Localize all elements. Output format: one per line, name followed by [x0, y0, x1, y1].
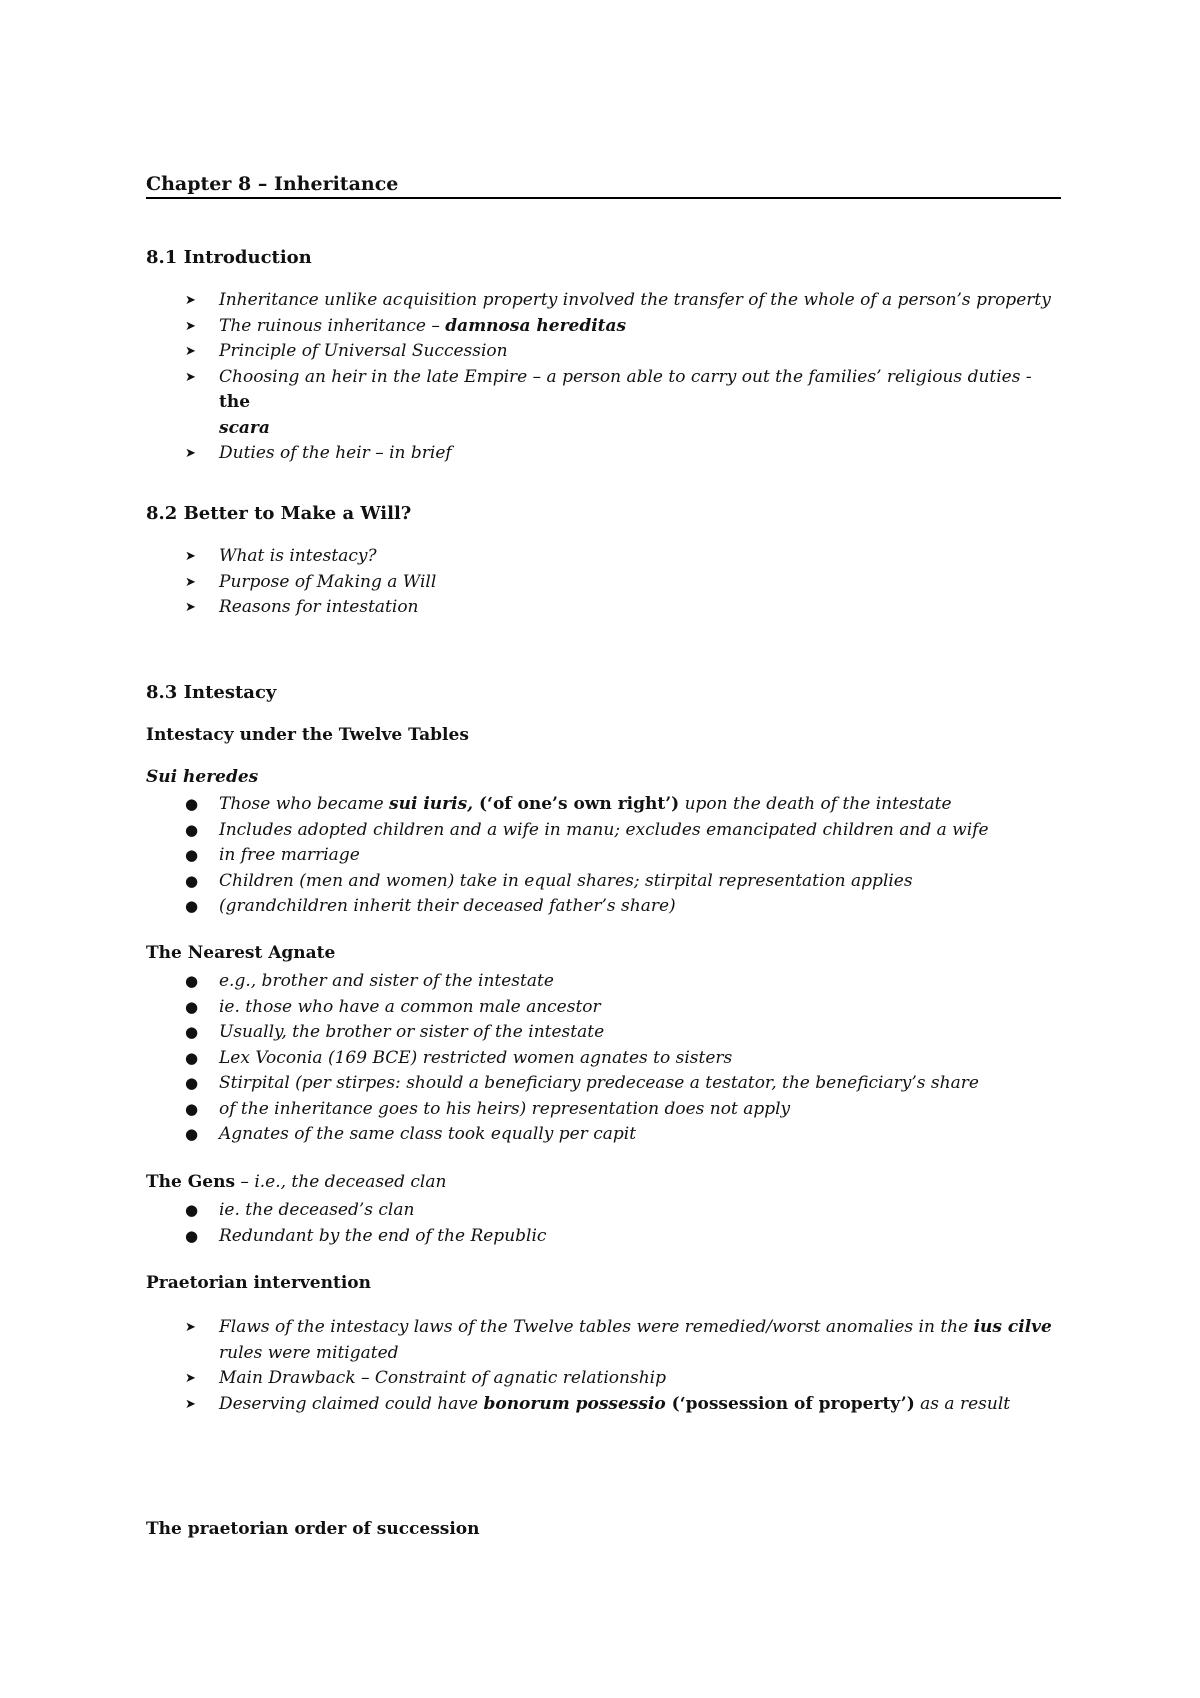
bullet-icon: ●	[185, 1023, 199, 1041]
bullet-icon: ●	[185, 1125, 199, 1143]
list-item: ● Lex Voconia (169 BCE) restricted women agnates to sisters	[146, 1046, 1066, 1072]
bullet-icon: ●	[185, 1201, 199, 1219]
subheading-praetorian-intervention: Praetorian intervention	[146, 1273, 371, 1293]
list-item: ➤ Duties of the heir – in brief	[146, 441, 1066, 467]
list-item: ● Usually, the brother or sister of the intestate	[146, 1020, 1066, 1046]
list-item: ● Redundant by the end of the Republic	[146, 1224, 1066, 1250]
list-item: ➤ The ruinous inheritance – damnosa hereditas	[146, 314, 1066, 340]
bullet-icon: ●	[185, 1074, 199, 1092]
sui-heredes-list	[146, 792, 1066, 920]
subheading-twelve-tables: Intestacy under the Twelve Tables	[146, 725, 469, 745]
bullet-icon: ●	[185, 1099, 199, 1118]
list-item: ➤ Deserving claimed could have bonorum possessio (‘possession of property’) as a result	[146, 1392, 1066, 1418]
arrow-bullet-icon: ➤	[185, 600, 196, 615]
section-heading-introduction: 8.1 Introduction	[146, 247, 312, 268]
arrow-bullet-icon: ➤	[185, 574, 196, 590]
arrow-bullet-icon: ➤	[185, 549, 196, 564]
list-item: ● in free marriage	[146, 843, 1066, 869]
list-item: ● Stirpital (per stirpes: should a beneficiary predecease a testator, the beneficiary’s share	[146, 1071, 1066, 1097]
nearest-agnate-list	[146, 969, 1066, 1148]
list-item: ● ie. the deceased’s clan	[146, 1198, 1066, 1224]
gens-list	[146, 1198, 1066, 1249]
arrow-bullet-icon: ➤	[185, 344, 196, 359]
bullet-icon: ●	[185, 1226, 199, 1245]
bullet-icon: ●	[185, 897, 199, 915]
arrow-bullet-icon: ➤	[185, 318, 196, 334]
subheading-praetorian-order: The praetorian order of succession	[146, 1519, 480, 1539]
subheading-nearest-agnate: The Nearest Agnate	[146, 943, 336, 963]
arrow-bullet-icon: ➤	[185, 1396, 196, 1412]
arrow-bullet-icon: ➤	[185, 1320, 196, 1335]
arrow-bullet-icon: ➤	[185, 1371, 196, 1386]
will-list	[146, 544, 1066, 621]
section-heading-intestacy: 8.3 Intestacy	[146, 682, 277, 703]
list-item: ➤ Principle of Universal Succession	[146, 339, 1066, 365]
list-item: ➤ Flaws of the intestacy laws of the Twelve tables were remedied/worst anomalies in the ius cilve rules were mitigated	[185, 1317, 1052, 1363]
bullet-icon: ●	[185, 795, 199, 813]
arrow-bullet-icon: ➤	[185, 293, 196, 308]
list-item: ● Agnates of the same class took equally per capit	[146, 1122, 1066, 1148]
bullet-icon: ●	[185, 871, 199, 890]
list-item: ➤ Reasons for intestation	[146, 595, 1066, 621]
list-item: ● ie. those who have a common male ancestor	[146, 995, 1066, 1021]
list-item: ➤ What is intestacy?	[146, 544, 1066, 570]
list-item: ● e.g., brother and sister of the intestate	[146, 969, 1066, 995]
section-heading-better-to-make-a-will: 8.2 Better to Make a Will?	[146, 503, 412, 524]
list-item: ➤ Inheritance unlike acquisition property involved the transfer of the whole of a person’s property	[146, 288, 1066, 314]
list-item: ➤ Choosing an heir in the late Empire – a person able to carry out the families’ religious duties - the scara	[185, 366, 1032, 438]
bullet-icon: ●	[185, 972, 199, 990]
bullet-icon: ●	[185, 997, 199, 1016]
list-item: ● Includes adopted children and a wife in manu; excludes emancipated children and a wife	[146, 818, 1066, 844]
subheading-sui-heredes: Sui heredes	[146, 767, 259, 787]
chapter-title: Chapter 8 – Inheritance	[146, 173, 1061, 199]
list-item: ● Children (men and women) take in equal shares; stirpital representation applies	[146, 869, 1066, 895]
subheading-gens: The Gens – i.e., the deceased clan	[146, 1172, 447, 1192]
bullet-icon: ●	[185, 846, 199, 864]
introduction-list	[146, 288, 1066, 467]
list-item: ➤ Purpose of Making a Will	[146, 570, 1066, 596]
list-item: ➤ Main Drawback – Constraint of agnatic relationship	[146, 1366, 1066, 1392]
bullet-icon: ●	[185, 820, 199, 839]
list-item: ● Those who became sui iuris, (‘of one’s own right’) upon the death of the intestate	[146, 792, 1066, 818]
arrow-bullet-icon: ➤	[185, 369, 196, 385]
bullet-icon: ●	[185, 1048, 199, 1067]
list-item: ● of the inheritance goes to his heirs) representation does not apply	[146, 1097, 1066, 1123]
arrow-bullet-icon: ➤	[185, 446, 196, 461]
list-item: ● (grandchildren inherit their deceased father’s share)	[146, 894, 1066, 920]
praetorian-list	[146, 1315, 1066, 1417]
